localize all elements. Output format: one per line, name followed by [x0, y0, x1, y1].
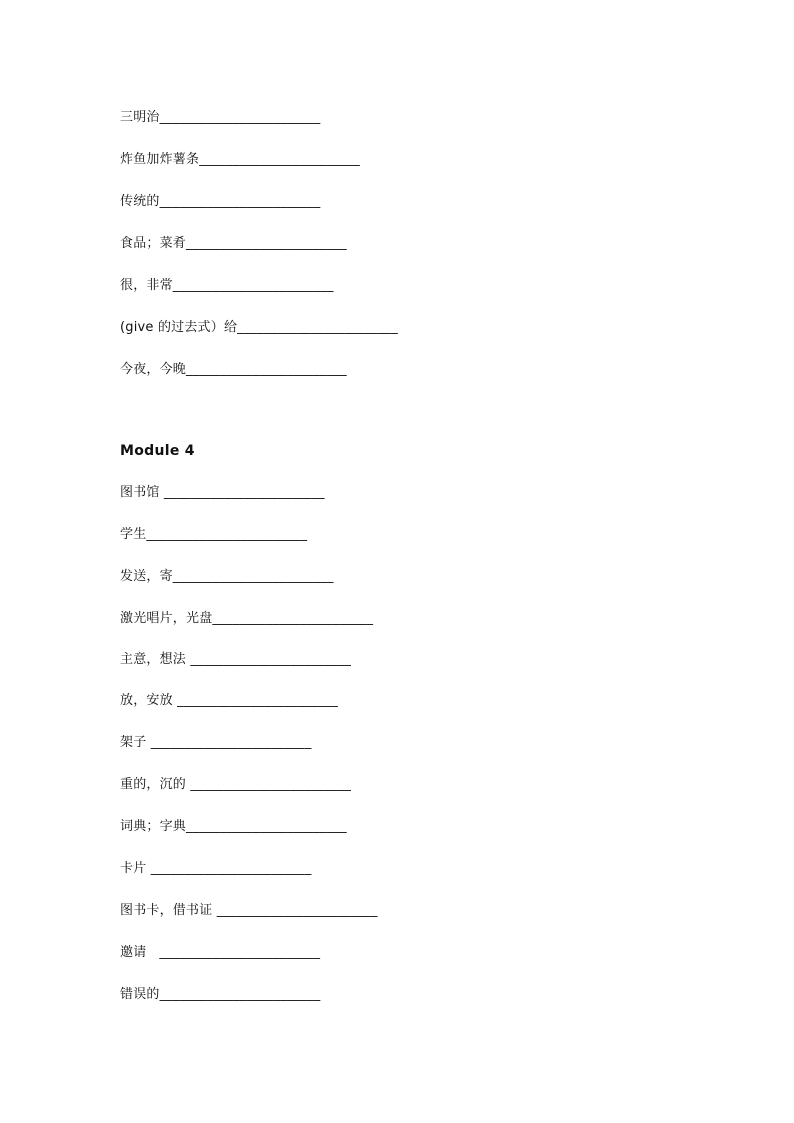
- vocab-item-library: 图书馆 ________________________: [120, 485, 325, 500]
- vocab-item-dictionary: 词典；字典________________________: [120, 819, 347, 834]
- vocab-item-traditional: 传统的________________________: [120, 194, 321, 209]
- vocab-item-card: 卡片 ________________________: [120, 861, 312, 876]
- vocab-item-dish: 食品；菜肴________________________: [120, 236, 347, 251]
- vocab-item-heavy: 重的，沉的 ________________________: [120, 777, 352, 792]
- vocab-item-put: 放，安放 ________________________: [120, 693, 338, 708]
- vocab-item-cd: 激光唱片，光盘________________________: [120, 611, 374, 626]
- vocab-item-shelf: 架子 ________________________: [120, 735, 312, 750]
- vocab-item-tonight: 今夜，今晚________________________: [120, 362, 347, 377]
- vocab-item-idea: 主意，想法 ________________________: [120, 652, 352, 667]
- vocab-item-gave: (give 的过去式）给________________________: [120, 320, 398, 335]
- vocab-item-very: 很，非常________________________: [120, 278, 334, 293]
- vocab-item-student: 学生________________________: [120, 527, 308, 542]
- vocab-item-fish-and-chips: 炸鱼加炸薯条________________________: [120, 152, 360, 167]
- vocab-item-sandwich: 三明治________________________: [120, 110, 321, 125]
- vocab-item-wrong: 错误的________________________: [120, 987, 321, 1002]
- module-heading: Module 4: [120, 443, 195, 459]
- vocab-item-invite: 邀请 ________________________: [120, 945, 321, 960]
- vocab-item-send: 发送，寄________________________: [120, 569, 334, 584]
- vocab-item-library-card: 图书卡，借书证 ________________________: [120, 903, 378, 918]
